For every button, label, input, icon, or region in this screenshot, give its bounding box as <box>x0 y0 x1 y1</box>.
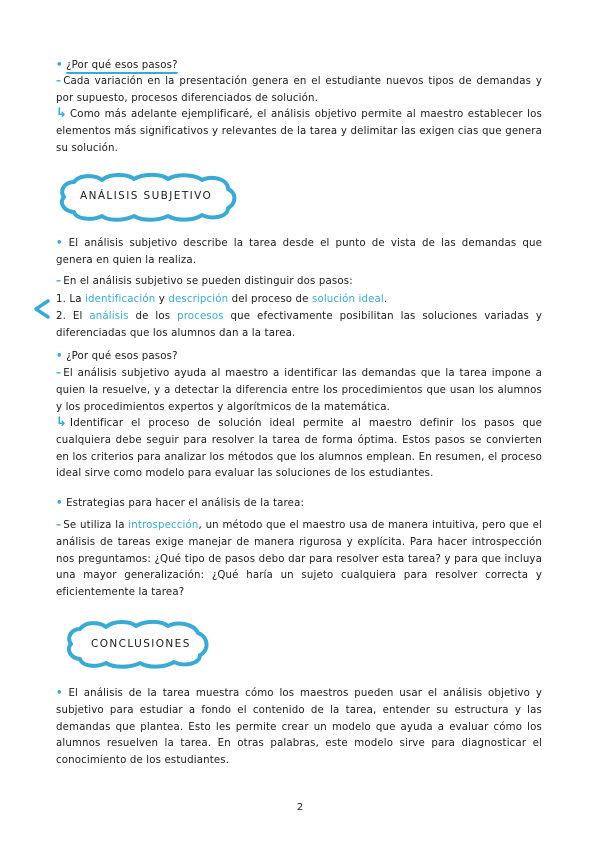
question-1: ¿Por qué esos pasos? <box>66 60 178 74</box>
return-arrow-icon: ↳ <box>56 106 68 121</box>
bullet-dot-icon: • <box>56 351 63 362</box>
step-2: 2. El análisis de los procesos que efectivamente posibilitan las soluciones variadas y diferenciadas que los alumnos dan a la tarea. <box>56 311 543 339</box>
bullet-dot-icon: • <box>56 688 63 699</box>
question-line-2 <box>56 349 542 366</box>
heading-conclusiones: CONCLUSIONES <box>91 638 191 650</box>
dash-icon: – <box>56 76 62 87</box>
step-1: 1. La identificación y descripción del proceso de solución ideal. <box>56 294 388 305</box>
paragraph-8: • El análisis de la tarea muestra cómo los maestros pueden usar el análisis objetivo y subjetivo para estudiar a fondo el contenido de la tarea, entender su estructura y las demandas que plantea. Esto les permite crear un modelo que ayuda a evaluar cómo los alumnos resuelven la tarea. En otras palabras, este modelo sirve para diagnosticar el conocimiento de los estudiantes. <box>56 688 542 767</box>
question-2: ¿Por qué esos pasos? <box>66 351 178 362</box>
paragraph-1: – Cada variación en la presentación genera en el estudiante nuevos tipos de demandas y por supuesto, procesos diferenciados de solución. <box>56 76 542 104</box>
bullet-dot-icon: • <box>56 238 63 249</box>
paragraph-5: – El análisis subjetivo ayuda al maestro a identificar las demandas que la tarea impone a quien la resuelve, y a detectar la diferencia entre los procedimientos que usan los alumnos y los procedimientos expertos y algorítmicos de la matemática. <box>56 368 542 413</box>
return-arrow-icon: ↳ <box>56 415 68 430</box>
paragraph-4: – En el análisis subjetivo se pueden distinguir dos pasos: <box>56 276 353 287</box>
strategies-title: • Estrategias para hacer el análisis de la tarea: <box>56 498 305 509</box>
dash-icon: – <box>56 276 62 287</box>
dash-icon: – <box>56 520 62 531</box>
bullet-dot-icon: • <box>56 60 63 71</box>
page-number: 2 <box>296 802 304 813</box>
paragraph-2: ↳ Como más adelante ejemplificaré, el análisis objetivo permite al maestro establecer los elementos más significativos y relevantes de la tarea y delimitar las exigen cias que genera su solución. <box>56 106 542 154</box>
chevron-left-icon <box>32 298 52 320</box>
dash-icon: – <box>56 368 62 379</box>
paragraph-7: – Se utiliza la introspección, un método que el maestro usa de manera intuitiva, pero que el análisis de tareas exige manejar de manera rigurosa y explícita. Para hacer introspección nos preguntamos: ¿Qué tipo de pasos debo dar para resolver esta tarea? y para que incluya una mayor generalización: ¿Qué haría un sujeto cualquiera para resolver correcta y eficientemente la tarea? <box>56 520 542 599</box>
heading-analisis-subjetivo: ANÁLISIS SUBJETIVO <box>80 190 213 202</box>
paragraph-3: • El análisis subjetivo describe la tarea desde el punto de vista de las demandas que genera en quien la realiza. <box>56 238 542 266</box>
bullet-dot-icon: • <box>56 498 63 509</box>
question-line-1 <box>56 58 542 75</box>
paragraph-6: ↳ Identificar el proceso de solución ideal permite al maestro definir los pasos que cualquiera debe seguir para resolver la tarea de forma óptima. Estos pasos se convierten en los criterios para analizar los métodos que los alumnos emplean. En resumen, el proceso ideal sirve como modelo para evaluar las soluciones de los estudiantes. <box>56 415 542 480</box>
